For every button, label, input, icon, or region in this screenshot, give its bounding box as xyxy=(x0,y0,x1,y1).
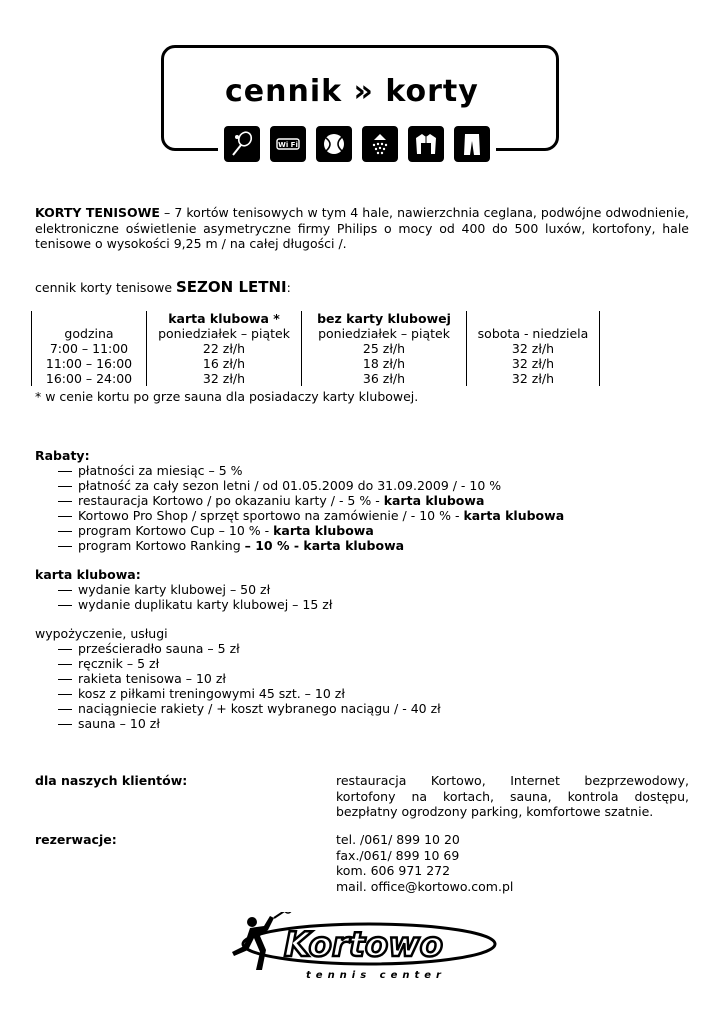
jacket-icon xyxy=(408,126,444,162)
logo-tagline: tennis center xyxy=(306,970,446,981)
reservations-contact xyxy=(336,832,513,894)
table-row xyxy=(32,371,600,386)
courts-description-text: – 7 kortów tenisowych w tym 4 hale, nawierzchnia ceglana, podwójne odwodnienie, elektroniczne oświetlenie asymetryczne firmy Philips o mocy od 400 do 500 luxów, kortofony, hale tenisowe o wysokości 9,25 m / na całej długości /. xyxy=(35,205,689,251)
table-cell: 22 zł/h xyxy=(147,341,302,356)
season-suffix: : xyxy=(286,280,291,295)
table-group-header: karta klubowa * xyxy=(147,311,302,326)
discounts-list xyxy=(35,463,564,553)
table-group-header-row xyxy=(32,311,600,326)
season-heading xyxy=(35,280,291,296)
table-row xyxy=(32,356,600,371)
table-header: godzina xyxy=(32,326,147,341)
list-item: prześcieradło sauna – 5 zł xyxy=(35,641,441,656)
table-header: poniedziałek – piątek xyxy=(302,326,467,341)
table-header-row xyxy=(32,326,600,341)
tennis-player-icon xyxy=(232,912,292,970)
list-item: naciągniecie rakiety / + koszt wybranego naciągu / - 40 zł xyxy=(35,701,441,716)
table-cell: 16:00 – 24:00 xyxy=(32,371,147,386)
shower-icon xyxy=(362,126,398,162)
trousers-icon xyxy=(454,126,490,162)
table-cell: 32 zł/h xyxy=(467,371,600,386)
table-cell: 7:00 – 11:00 xyxy=(32,341,147,356)
list-item: program Kortowo Ranking – 10 % - karta klubowa xyxy=(35,538,564,553)
rentals-heading: wypożyczenie, usługi xyxy=(35,626,168,641)
table-cell: 18 zł/h xyxy=(302,356,467,371)
wifi-icon xyxy=(270,126,306,162)
reservations-label: rezerwacje: xyxy=(35,832,117,847)
club-card-list xyxy=(35,582,332,612)
list-item: ręcznik – 5 zł xyxy=(35,656,441,671)
rentals-list xyxy=(35,641,441,731)
table-cell: 25 zł/h xyxy=(302,341,467,356)
list-item: wydanie karty klubowej – 50 zł xyxy=(35,582,332,597)
list-item: Kortowo Pro Shop / sprzęt sportowo na zamówienie / - 10 % - karta klubowa xyxy=(35,508,564,523)
list-item: restauracja Kortowo / po okazaniu karty / - 5 % - karta klubowa xyxy=(35,493,564,508)
season-prefix: cennik korty tenisowe xyxy=(35,280,176,295)
list-item: rakieta tenisowa – 10 zł xyxy=(35,671,441,686)
list-item: wydanie duplikatu karty klubowej – 15 zł xyxy=(35,597,332,612)
tennis-racket-icon xyxy=(224,126,260,162)
courts-description xyxy=(35,205,689,252)
phone-line: tel. /061/ 899 10 20 xyxy=(336,832,460,847)
clients-label: dla naszych klientów: xyxy=(35,773,188,788)
email-line: mail. office@kortowo.com.pl xyxy=(336,878,514,894)
courts-heading: KORTY TENISOWE xyxy=(35,205,160,220)
table-footnote: * w cenie kortu po grze sauna dla posiadaczy karty klubowej. xyxy=(35,389,419,404)
table-cell: 32 zł/h xyxy=(467,356,600,371)
logo-wordmark: Kortowo xyxy=(284,925,443,965)
list-item: sauna – 10 zł xyxy=(35,716,441,731)
discounts-heading: Rabaty: xyxy=(35,448,90,463)
list-item: płatność za cały sezon letni / od 01.05.2009 do 31.09.2009 / - 10 % xyxy=(35,478,564,493)
season-name: SEZON LETNI xyxy=(175,278,287,296)
tennis-ball-icon xyxy=(316,126,352,162)
svg-text:Wi Fi: Wi Fi xyxy=(278,141,298,149)
mobile-line: kom. 606 971 272 xyxy=(336,863,451,878)
table-cell: 11:00 – 16:00 xyxy=(32,356,147,371)
table-cell: 36 zł/h xyxy=(302,371,467,386)
table-group-header xyxy=(32,311,147,326)
table-group-header: bez karty klubowej xyxy=(302,311,467,326)
list-item: program Kortowo Cup – 10 % - karta klubowa xyxy=(35,523,564,538)
clients-text: restauracja Kortowo, Internet bezprzewodowy, kortofony na kortach, sauna, kontrola dostępu, bezpłatny ogrodzony parking, komfortowe szatnie. xyxy=(336,773,689,819)
table-cell: 32 zł/h xyxy=(147,371,302,386)
list-item: kosz z piłkami treningowymi 45 szt. – 10 zł xyxy=(35,686,441,701)
table-cell: 32 zł/h xyxy=(467,341,600,356)
amenity-icons xyxy=(218,126,496,172)
price-table xyxy=(31,311,600,386)
page-title: cennik » korty xyxy=(225,74,479,109)
table-row xyxy=(32,341,600,356)
kortowo-logo xyxy=(224,912,500,984)
club-card-heading: karta klubowa: xyxy=(35,567,141,582)
table-group-header xyxy=(467,311,600,326)
list-item: płatności za miesiąc – 5 % xyxy=(35,463,564,478)
table-header: sobota - niedziela xyxy=(467,326,600,341)
fax-line: fax./061/ 899 10 69 xyxy=(336,847,460,863)
table-header: poniedziałek – piątek xyxy=(147,326,302,341)
table-cell: 16 zł/h xyxy=(147,356,302,371)
